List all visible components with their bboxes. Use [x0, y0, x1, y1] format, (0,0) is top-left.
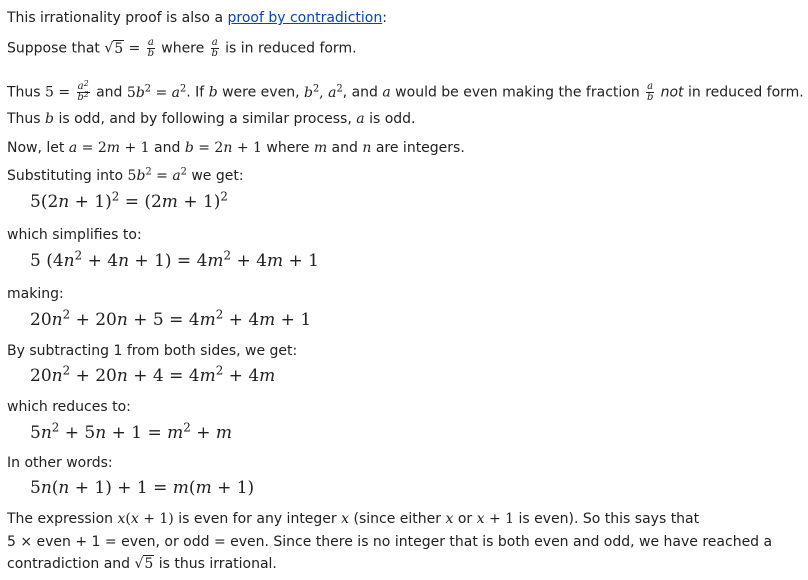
- five-equals: 5 =: [45, 84, 75, 101]
- fraction-a2-over-b2: $\frac{a^2}{b^2}$: [77, 79, 89, 103]
- sqrt5-expression: √5: [104, 40, 124, 57]
- let-line: Now, let a = 2m + 1 and b = 2n + 1 where m and n are integers.: [7, 140, 465, 156]
- sqrt5-expression: √5: [134, 556, 154, 572]
- subtracting-label: By subtracting 1 from both sides, we get:: [7, 343, 298, 359]
- a-definition: a = 2m + 1: [68, 140, 150, 156]
- odd-line: Thus b is odd, and by following a similar process, a is odd.: [7, 111, 416, 127]
- equation-5b2-a2: $5b^2 = a^2$: [126, 83, 187, 101]
- making-label: making:: [7, 286, 64, 302]
- intro-line: This irrationality proof is also a proof by contradiction:: [7, 10, 387, 26]
- equation-2: 5 $(4n^2 + 4n + 1) = 4m^2 + 4m + 1$: [30, 248, 319, 271]
- equation-1: $5(2n + 1)^2 = (2m + 1)^2$: [30, 189, 228, 212]
- in-other-words-label: In other words:: [7, 455, 113, 471]
- substituting-line: Substituting into $5b^2 = a^2$ we get:: [7, 166, 244, 184]
- equation-6: 5n(n + 1) + 1 = m(m + 1): [30, 478, 255, 498]
- equation-4: $20n^2 + 20n + 4 = 4m^2 + 4m$: [30, 363, 276, 386]
- conclusion-line-2: 5 × even + 1 = even, or odd = even. Since there is no integer that is both even and odd, we have reached a: [7, 534, 773, 550]
- simplifies-label: which simplifies to:: [7, 227, 142, 243]
- conclusion-line-3: contradiction and √5 is thus irrational.: [7, 556, 277, 572]
- equation-5: $5n^2 + 5n + 1 = m^2 + m$: [30, 420, 232, 443]
- conclusion-line-1: The expression x(x + 1) is even for any integer x (since either x or x + 1 is even). So this says that: [7, 511, 700, 527]
- proof-by-contradiction-link[interactable]: proof by contradiction: [227, 10, 383, 26]
- intro-text: This irrationality proof is also a: [7, 10, 228, 26]
- fraction-a-over-b: $\frac{a}{b}$: [646, 81, 654, 103]
- equation-3: $20n^2 + 20n + 5 = 4m^2 + 4m + 1$: [30, 307, 312, 330]
- fraction-a-over-b: $\frac{a}{b}$: [147, 37, 155, 59]
- fraction-a-over-b: $\frac{a}{b}$: [211, 37, 218, 59]
- thus-line: Thus 5 = $\frac{a^2}{b^2}$ and $5b^2 = a^2$. If b were even, $b^2$, $a^2$, and a would be even making the fraction $\frac{a}{b}$ not in reduced form.: [7, 79, 804, 103]
- suppose-line: Suppose that √5 = $\frac{a}{b}$ where $\frac{a}{b}$ is in reduced form.: [7, 37, 357, 59]
- reduces-label: which reduces to:: [7, 399, 131, 415]
- b-definition: b = 2n + 1: [184, 140, 262, 156]
